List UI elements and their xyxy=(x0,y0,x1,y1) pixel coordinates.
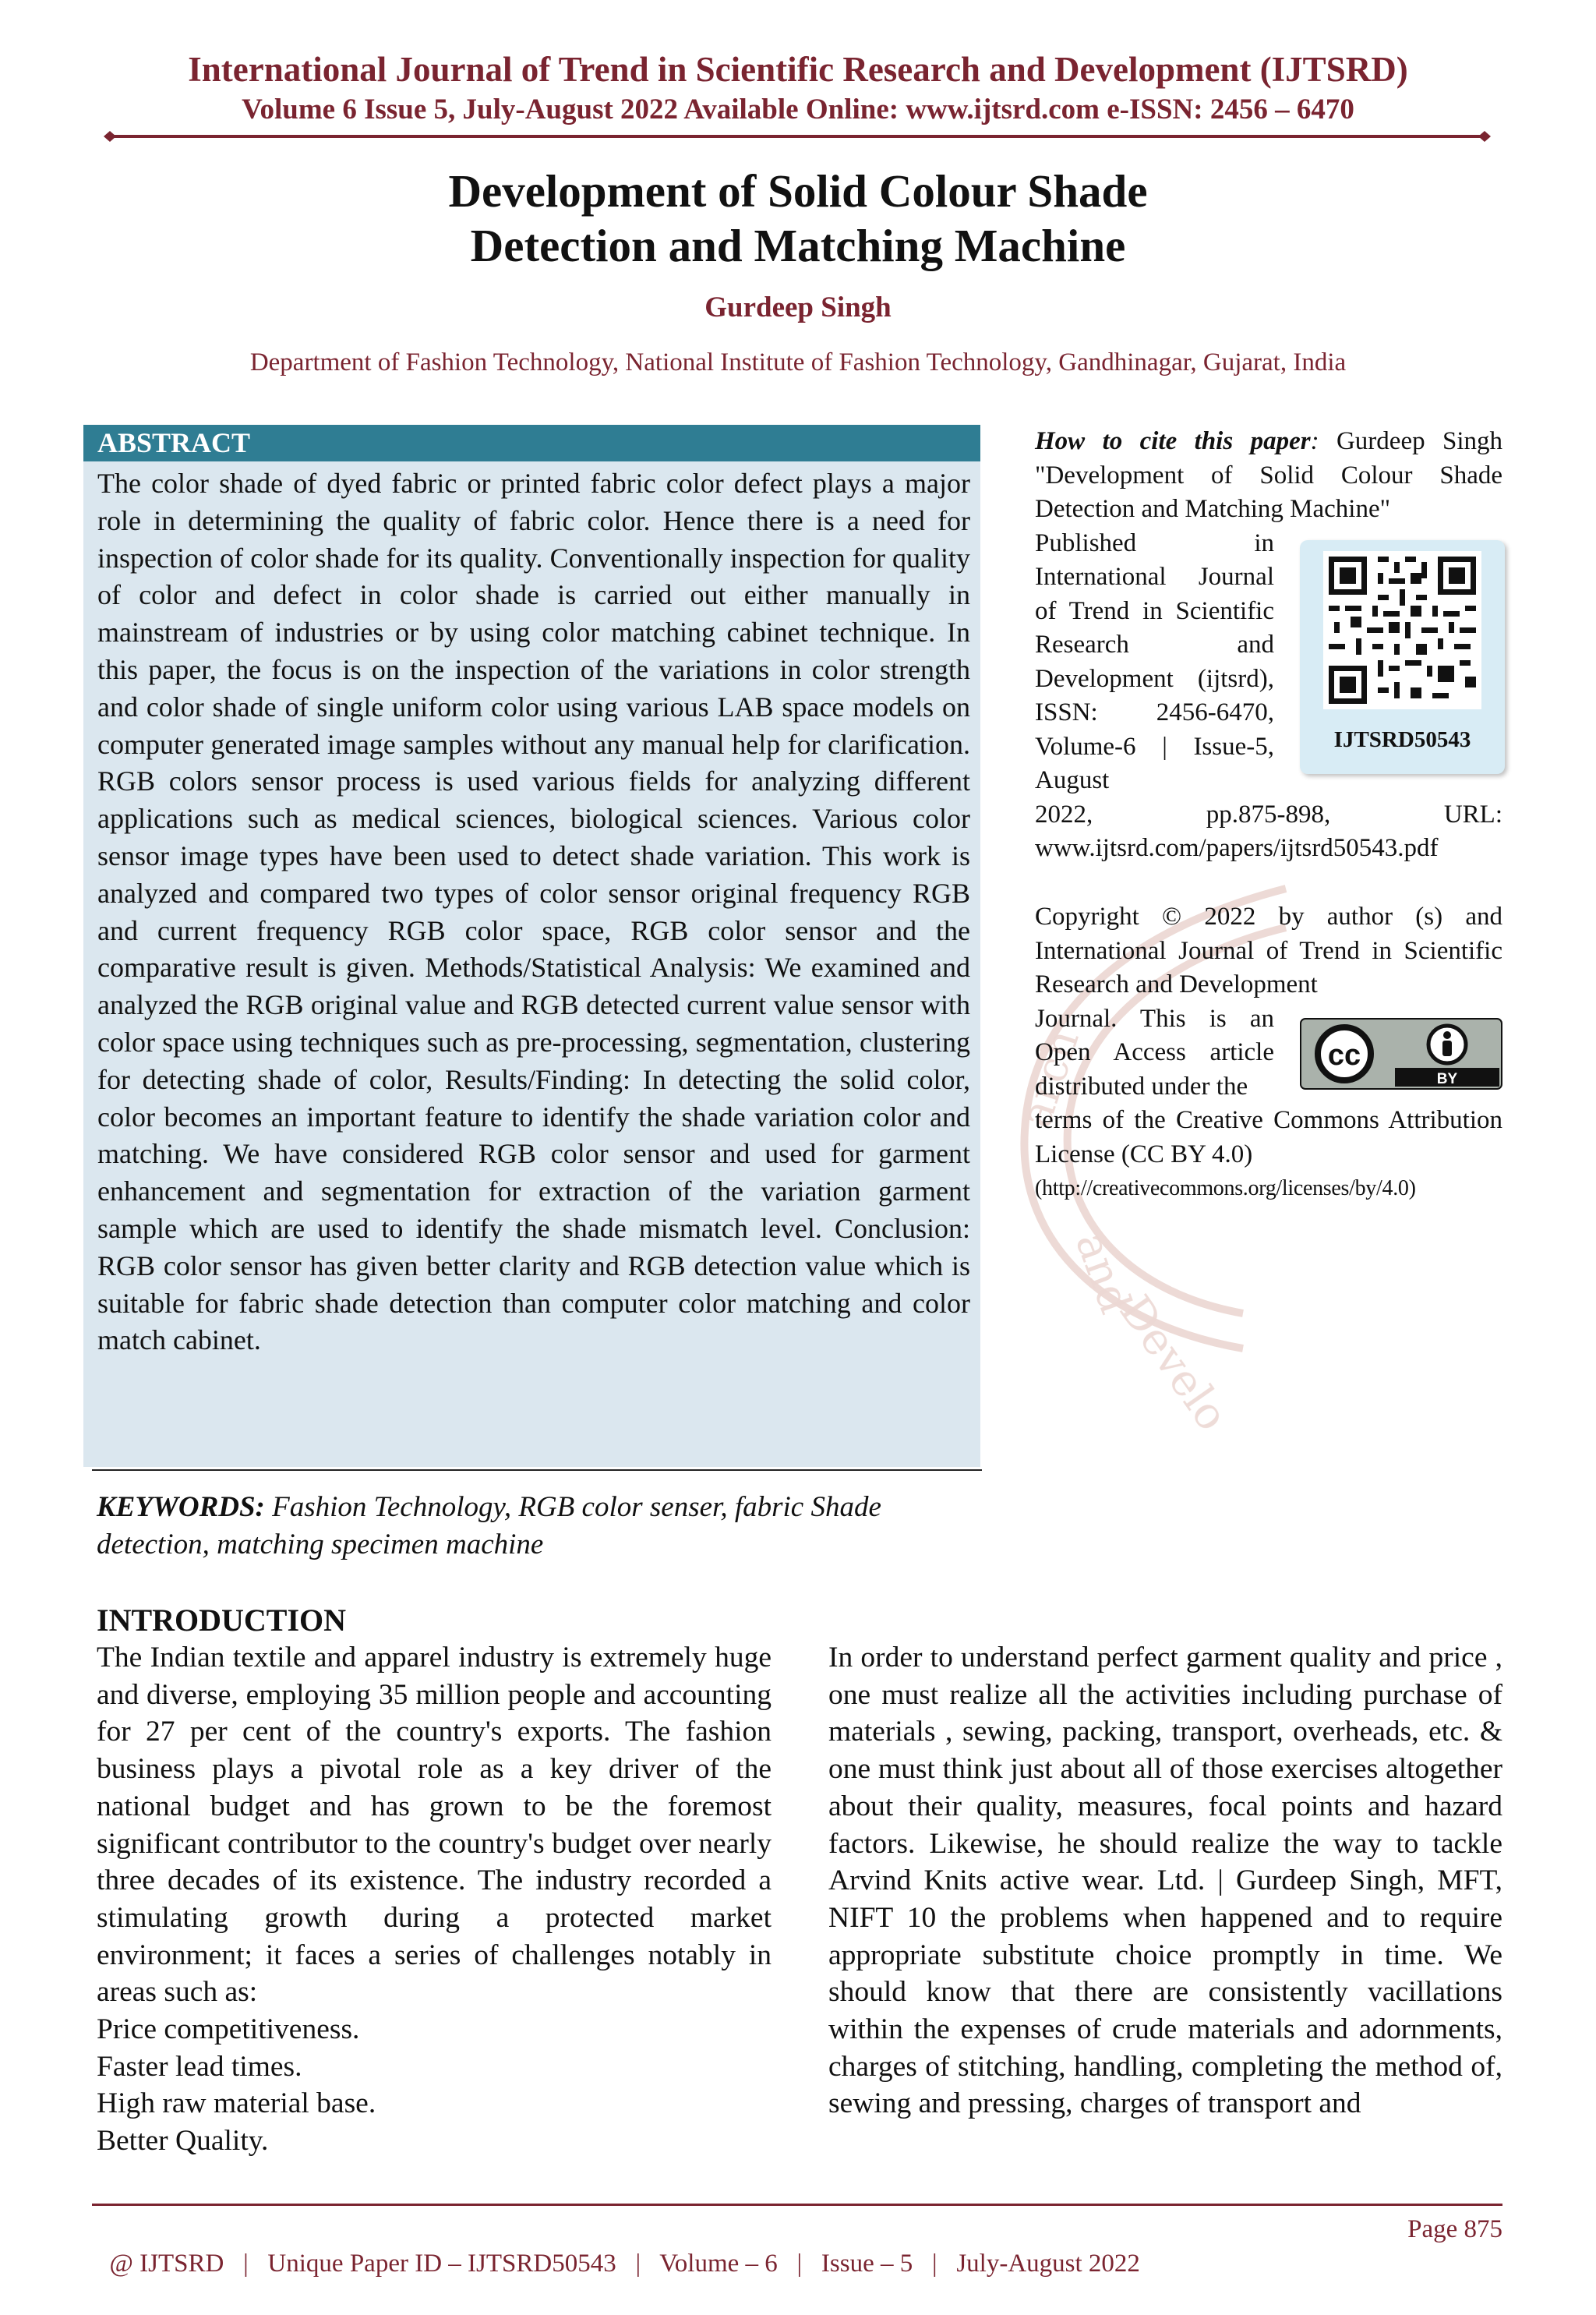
challenge-item: Better Quality. xyxy=(97,2125,269,2158)
citation-rest: 2022, pp.875-898, URL: www.ijtsrd.com/papers/ijtsrd50543.pdf xyxy=(1035,800,1502,862)
abstract-text: The color shade of dyed fabric or printed fabric color defect plays a major role in determining the quality of fabric color. Hence there is a need for inspection of color shade for its quality. Conventionally inspection for quality of color and defect in color shade is carried out either manually in mainstream of industries or by using color matching cabinet technique. In this paper, the focus is on the inspection of the variations in color strength and color shade of single uniform color using various LAB space models on computer generated image samples without any manual help for clarification. RGB colors sensor process is used various fields for analyzing different applications such as medical sciences, biological sciences. Various color sensor image types have been used to detect shade variation. This work is analyzed and compared two types of color sensor original frequency RGB and current frequency RGB color space, RGB color sensor and the comparative result is given. Methods/Statistical Analysis: We examined and analyzed the RGB original value and RGB detected current value sensor with color space using techniques such as pre-processing, segmentation, clustering for detecting shade of color, Results/Finding: In detecting the solid color, color becomes an important feature to identify the shade variation color and matching. We have considered RGB color sensor and used for garment enhancement and segmentation for extraction of the variation garment sample which are used to identify the shade mismatch level. Conclusion: RGB color sensor has given better clarity and RGB detection value which is suitable for fabric shade detection than computer color matching and color match cabinet. xyxy=(97,468,970,1356)
cc-by-label: BY xyxy=(1436,1071,1458,1087)
abstract-divider xyxy=(92,1469,982,1471)
paper-title-line2: Detection and Matching Machine xyxy=(470,220,1126,271)
citation-lead: How to cite this paper xyxy=(1035,427,1311,455)
author-affiliation: Department of Fashion Technology, National Institute of Fashion Technology, Gandhinagar, Gujarat, India xyxy=(249,348,1347,376)
keywords xyxy=(97,1489,981,1564)
challenge-item: Price competitiveness. xyxy=(97,2013,360,2046)
abstract-box xyxy=(83,425,980,1467)
copyright-line: Copyright © 2022 by author (s) and International Journal of Trend in Scientific Research and Development xyxy=(1035,903,1502,998)
keywords-label: KEYWORDS: xyxy=(97,1491,265,1523)
qr-card xyxy=(1300,540,1505,774)
introduction-left-column xyxy=(97,1639,772,2160)
svg-text:and: and xyxy=(1065,1225,1141,1320)
abstract-heading: ABSTRACT xyxy=(83,425,980,461)
copyright-narrow: Journal. This is an Open Access article distributed under the xyxy=(1035,1004,1274,1101)
introduction-paragraph-1: The Indian textile and apparel industry is extremely huge and diverse, employing 35 million people and accounting for 27 per cent of the country's exports. The fashion business plays a pivotal role as a key driver of the national budget and has grown to be the foremost significant contributor to the country's budget over nearly three decades of its existence. The industry recorded a stimulating growth during a protected market environment; it faces a series of challenges notably in areas such as: xyxy=(97,1642,772,2009)
introduction-heading: INTRODUCTION xyxy=(97,1603,347,1638)
cc-letters: cc xyxy=(1327,1039,1361,1072)
challenge-item: Faster lead times. xyxy=(97,2050,302,2083)
person-attribution-icon xyxy=(1428,1026,1466,1063)
citation-narrow: Published in International Journal of Trend in Scientific Research and Development (ijtsrd), ISSN: 2456-6470, Volume-6 | Issue-5, August xyxy=(1035,528,1274,794)
challenge-item: High raw material base. xyxy=(97,2087,376,2120)
qr-paper-id: IJTSRD50543 xyxy=(1333,727,1471,752)
footer-rule xyxy=(92,2204,1502,2206)
citation-part1: Gurdeep Singh "Development of Solid Colour Shade Detection and Matching Machine" xyxy=(1035,427,1503,523)
qr-code-icon xyxy=(1323,551,1481,709)
introduction-right-column xyxy=(828,1639,1502,2122)
page-number: Page 875 xyxy=(1407,2215,1502,2243)
keywords-text: Fashion Technology, RGB color senser, fabric Shade detection, matching specimen machine xyxy=(97,1491,881,1560)
paper-title xyxy=(0,164,1596,273)
creative-commons-icon xyxy=(1318,1027,1371,1080)
copyright-rest: terms of the Creative Commons Attribution License (CC BY 4.0) xyxy=(1035,1106,1502,1168)
paper-title-line1: Development of Solid Colour Shade xyxy=(448,165,1148,217)
journal-issue-line: Volume 6 Issue 5, July-August 2022 Available Online: www.ijtsrd.com e-ISSN: 2456 – 6470 xyxy=(242,94,1354,125)
header-rule xyxy=(104,130,1491,143)
author-name: Gurdeep Singh xyxy=(704,292,892,323)
svg-text:Develo: Develo xyxy=(1109,1286,1238,1440)
introduction-paragraph-2: In order to understand perfect garment quality and price , one must realize all the activities including purchase of materials , sewing, packing, transport, overheads, etc. & one must think just about all of those exercises altogether about their quality, measures, focal points and hazard factors. Likewise, he should realize the way to tackle Arvind Knits active wear. Ltd. | Gurdeep Singh, MFT, NIFT 10 the problems when happened and to require appropriate substitute choice promptly in time. We should know that there are consistently vacillations within the expenses of crude materials and adornments, charges of stitching, handling, completing the method of, sewing and pressing, charges of transport and xyxy=(828,1642,1502,2120)
citation-colon: : xyxy=(1310,427,1319,455)
cc-by-badge[interactable] xyxy=(1300,1018,1502,1090)
svg-text:arch: arch xyxy=(1010,1023,1089,1134)
journal-title: International Journal of Trend in Scientific Research and Development (IJTSRD) xyxy=(188,50,1408,89)
footer-info: @ IJTSRD | Unique Paper ID – IJTSRD50543 | Volume – 6 | Issue – 5 | July-August 2022 xyxy=(109,2250,1140,2278)
page-footer xyxy=(97,2212,1502,2315)
license-url: (http://creativecommons.org/licenses/by/4.0) xyxy=(1035,1176,1416,1200)
